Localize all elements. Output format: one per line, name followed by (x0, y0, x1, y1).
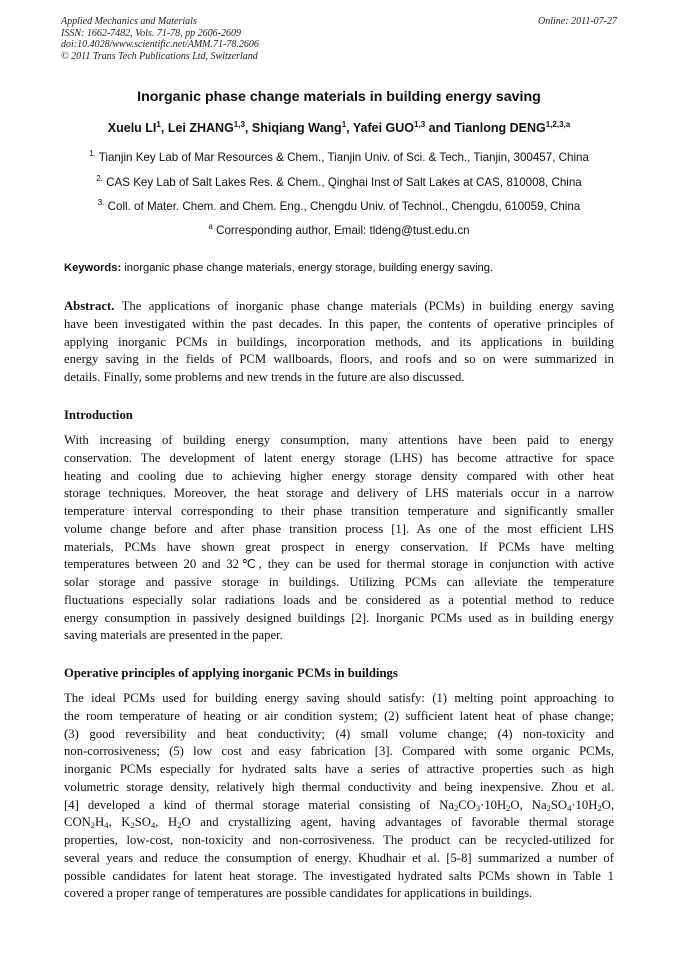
author-separator: , (346, 121, 353, 135)
author-affiliation-mark: 1,3 (414, 120, 426, 129)
abstract-paragraph (64, 298, 614, 387)
operative-line: several years and reduce the consumption of energy. Khudhair et al. [5-8] summarized a number of (64, 850, 614, 865)
operative-line: The ideal PCMs used for building energy saving should satisfy: (1) melting point approaching to (64, 691, 614, 705)
operative-formula-line-1 (64, 797, 614, 815)
intro-line: saving materials are presented in the paper. (64, 628, 283, 643)
text-run: O, (601, 797, 614, 812)
text-run: CO (458, 797, 476, 812)
author-name: Tianlong DENG (454, 121, 546, 135)
abstract-line: applying inorganic PCMs in buildings, incorporation methods, and its applications in building (64, 334, 614, 349)
intro-line: volume change before and after phase transition process [1]. As one of the most efficient LHS (64, 521, 614, 536)
text-run: [4] developed a kind of thermal storage material consisting of Na (64, 797, 454, 812)
author-separator: , (244, 121, 252, 135)
abstract-line: details. Finally, some problems and new trends in the future are also discussed. (64, 370, 465, 384)
intro-line: temperature interval corresponding to their phase transition temperature and significantly smaller (64, 504, 614, 518)
author-name: Shiqiang Wang (251, 121, 342, 135)
text-run: ·10H (571, 797, 598, 812)
affiliation-mark: 1. (89, 149, 96, 158)
intro-line: temperatures between 20 and 32℃, they can be used for thermal storage in conjunction with active (64, 557, 614, 572)
corresponding-author (61, 224, 617, 237)
intro-line: materials, PCMs have shown great prospect in energy conservation. If PCMs have melting (64, 539, 614, 554)
subscript: 2 (130, 820, 135, 831)
abstract-line: have been investigated within the past decades. In this paper, the contents of operative principles of (64, 316, 614, 331)
affiliation-text: Coll. of Mater. Chem. and Chem. Eng., Chengdu Univ. of Technol., Chengdu, 610059, China (107, 200, 581, 213)
author-name: Xuelu LI (107, 121, 157, 135)
subscript: 3 (475, 802, 481, 813)
subscript: 2 (177, 820, 182, 831)
operative-line: covered a proper range of temperatures are possible candidates for applications in buildings. (64, 886, 533, 901)
author-affiliation-mark: 1 (156, 120, 161, 129)
subscript: 2 (90, 820, 96, 831)
operative-line: possible candidates for latent heat storage. The investigated hydrated salts PCMs shown in Table 1 (64, 868, 614, 883)
operative-principles-paragraph (64, 690, 614, 903)
keywords (64, 262, 620, 274)
text-run: SO (550, 797, 568, 812)
issn-line: ISSN: 1662-7482, Vols. 71-78, pp 2606-2609 (61, 27, 241, 39)
introduction-paragraph (64, 432, 614, 645)
corresponding-email-text: Corresponding author, Email: tldeng@tust.edu.cn (216, 224, 470, 237)
keywords-label: Keywords: (64, 262, 122, 274)
affiliation-text: Tianjin Key Lab of Mar Resources & Chem., Tianjin Univ. of Sci. & Tech., Tianjin, 300457, China (98, 151, 589, 164)
intro-line: conservation. The development of latent energy storage (LHS) has become attractive for space (64, 450, 614, 465)
affiliation-1 (61, 151, 617, 164)
abstract-line-text: The applications of inorganic phase change materials (PCMs) in building energy saving (121, 299, 614, 313)
author-name: Yafei GUO (352, 121, 415, 135)
author-list (61, 121, 617, 135)
intro-line: energy consumption in passively designed buildings [2]. Inorganic PCMs used as in building energy (64, 610, 614, 625)
author-affiliation-mark: 1,2,3,a (545, 120, 571, 129)
online-date: Online: 2011-07-27 (538, 16, 617, 27)
subscript: 2 (453, 802, 459, 813)
text-run: O and crystallizing agent, having advantages of favorable thermal storage (181, 815, 614, 830)
author-separator: , (160, 121, 168, 135)
abstract-line: energy saving in the fields of PCM wallboards, floors, and roofs and so on were summarized in (64, 352, 614, 367)
operative-line: (3) good reversibility and heat conductivity; (4) small volume change; (4) non-toxicity and (64, 726, 614, 741)
doi-line: doi:10.4028/www.scientific.net/AMM.71-78.2606 (61, 39, 259, 50)
affiliation-mark: a (208, 222, 213, 231)
operative-principles-heading: Operative principles of applying inorganic PCMs in buildings (64, 666, 398, 680)
intro-line: storage techniques. Moreover, the heat storage and delivery of LHS materials occur in a narrow (64, 486, 614, 501)
subscript: 2 (506, 802, 511, 813)
abstract-label: Abstract. (64, 299, 115, 313)
journal-name: Applied Mechanics and Materials (61, 16, 197, 27)
journal-metadata (61, 16, 617, 62)
author-affiliation-mark: 1 (341, 120, 347, 129)
text-run: CON (64, 815, 91, 830)
affiliation-text: CAS Key Lab of Salt Lakes Res. & Chem., Qinghai Inst of Salt Lakes at CAS, 810008, China (106, 176, 582, 189)
text-run: , H (155, 815, 178, 830)
introduction-heading: Introduction (64, 408, 133, 422)
subscript: 4 (104, 820, 109, 831)
keywords-text: inorganic phase change materials, energy storage, building energy saving. (124, 262, 494, 274)
copyright-line: © 2011 Trans Tech Publications Ltd, Switzerland (61, 50, 258, 62)
operative-line: properties, low-cost, non-toxicity and non-corrosiveness. The product can be recycled-utilized for (64, 833, 614, 847)
text-run: SO (134, 815, 151, 830)
subscript: 2 (546, 802, 551, 813)
author-affiliation-mark: 1,3 (233, 120, 245, 129)
text-run: , K (108, 815, 131, 830)
text-run: ·10H (480, 797, 507, 812)
affiliation-3 (61, 200, 617, 213)
operative-formula-line-2 (64, 814, 614, 832)
author-separator: and (425, 121, 455, 135)
affiliation-mark: 3. (97, 198, 105, 207)
author-name: Lei ZHANG (167, 121, 234, 135)
subscript: 4 (150, 820, 156, 831)
affiliation-mark: 2. (96, 174, 103, 183)
operative-line: non-corrosiveness; (5) low cost and easy fabrication [3]. Compared with some organic PCMs, (64, 744, 614, 759)
intro-line: heating and cooling due to achieving higher energy storage density compared with other heat (64, 468, 614, 483)
text-run: H (95, 815, 105, 830)
operative-line: inorganic PCMs especially for hydrated salts have a series of attractive properties such as high (64, 762, 614, 776)
abstract-line (64, 298, 614, 316)
text-run: O, Na (510, 797, 547, 812)
intro-line: solar storage and passive storage in buildings. Utilizing PCMs can alleviate the temperature (64, 575, 614, 589)
subscript: 4 (567, 802, 572, 813)
paper-title: Inorganic phase change materials in building energy saving (137, 89, 541, 105)
operative-line: the room temperature of heating or air condition system; (2) sufficient latent heat of phase change; (64, 708, 614, 723)
intro-line: With increasing of building energy consumption, many attentions have been paid to energy (64, 433, 614, 447)
intro-line: fluctuations especially solar radiations loads and be considered as a potential method to reduce (64, 592, 614, 607)
subscript: 2 (597, 802, 602, 813)
operative-line: volumetric storage density, relatively high thermal conductivity and being inexpensive. Zhou et al. (64, 779, 614, 794)
affiliation-2 (61, 176, 617, 189)
